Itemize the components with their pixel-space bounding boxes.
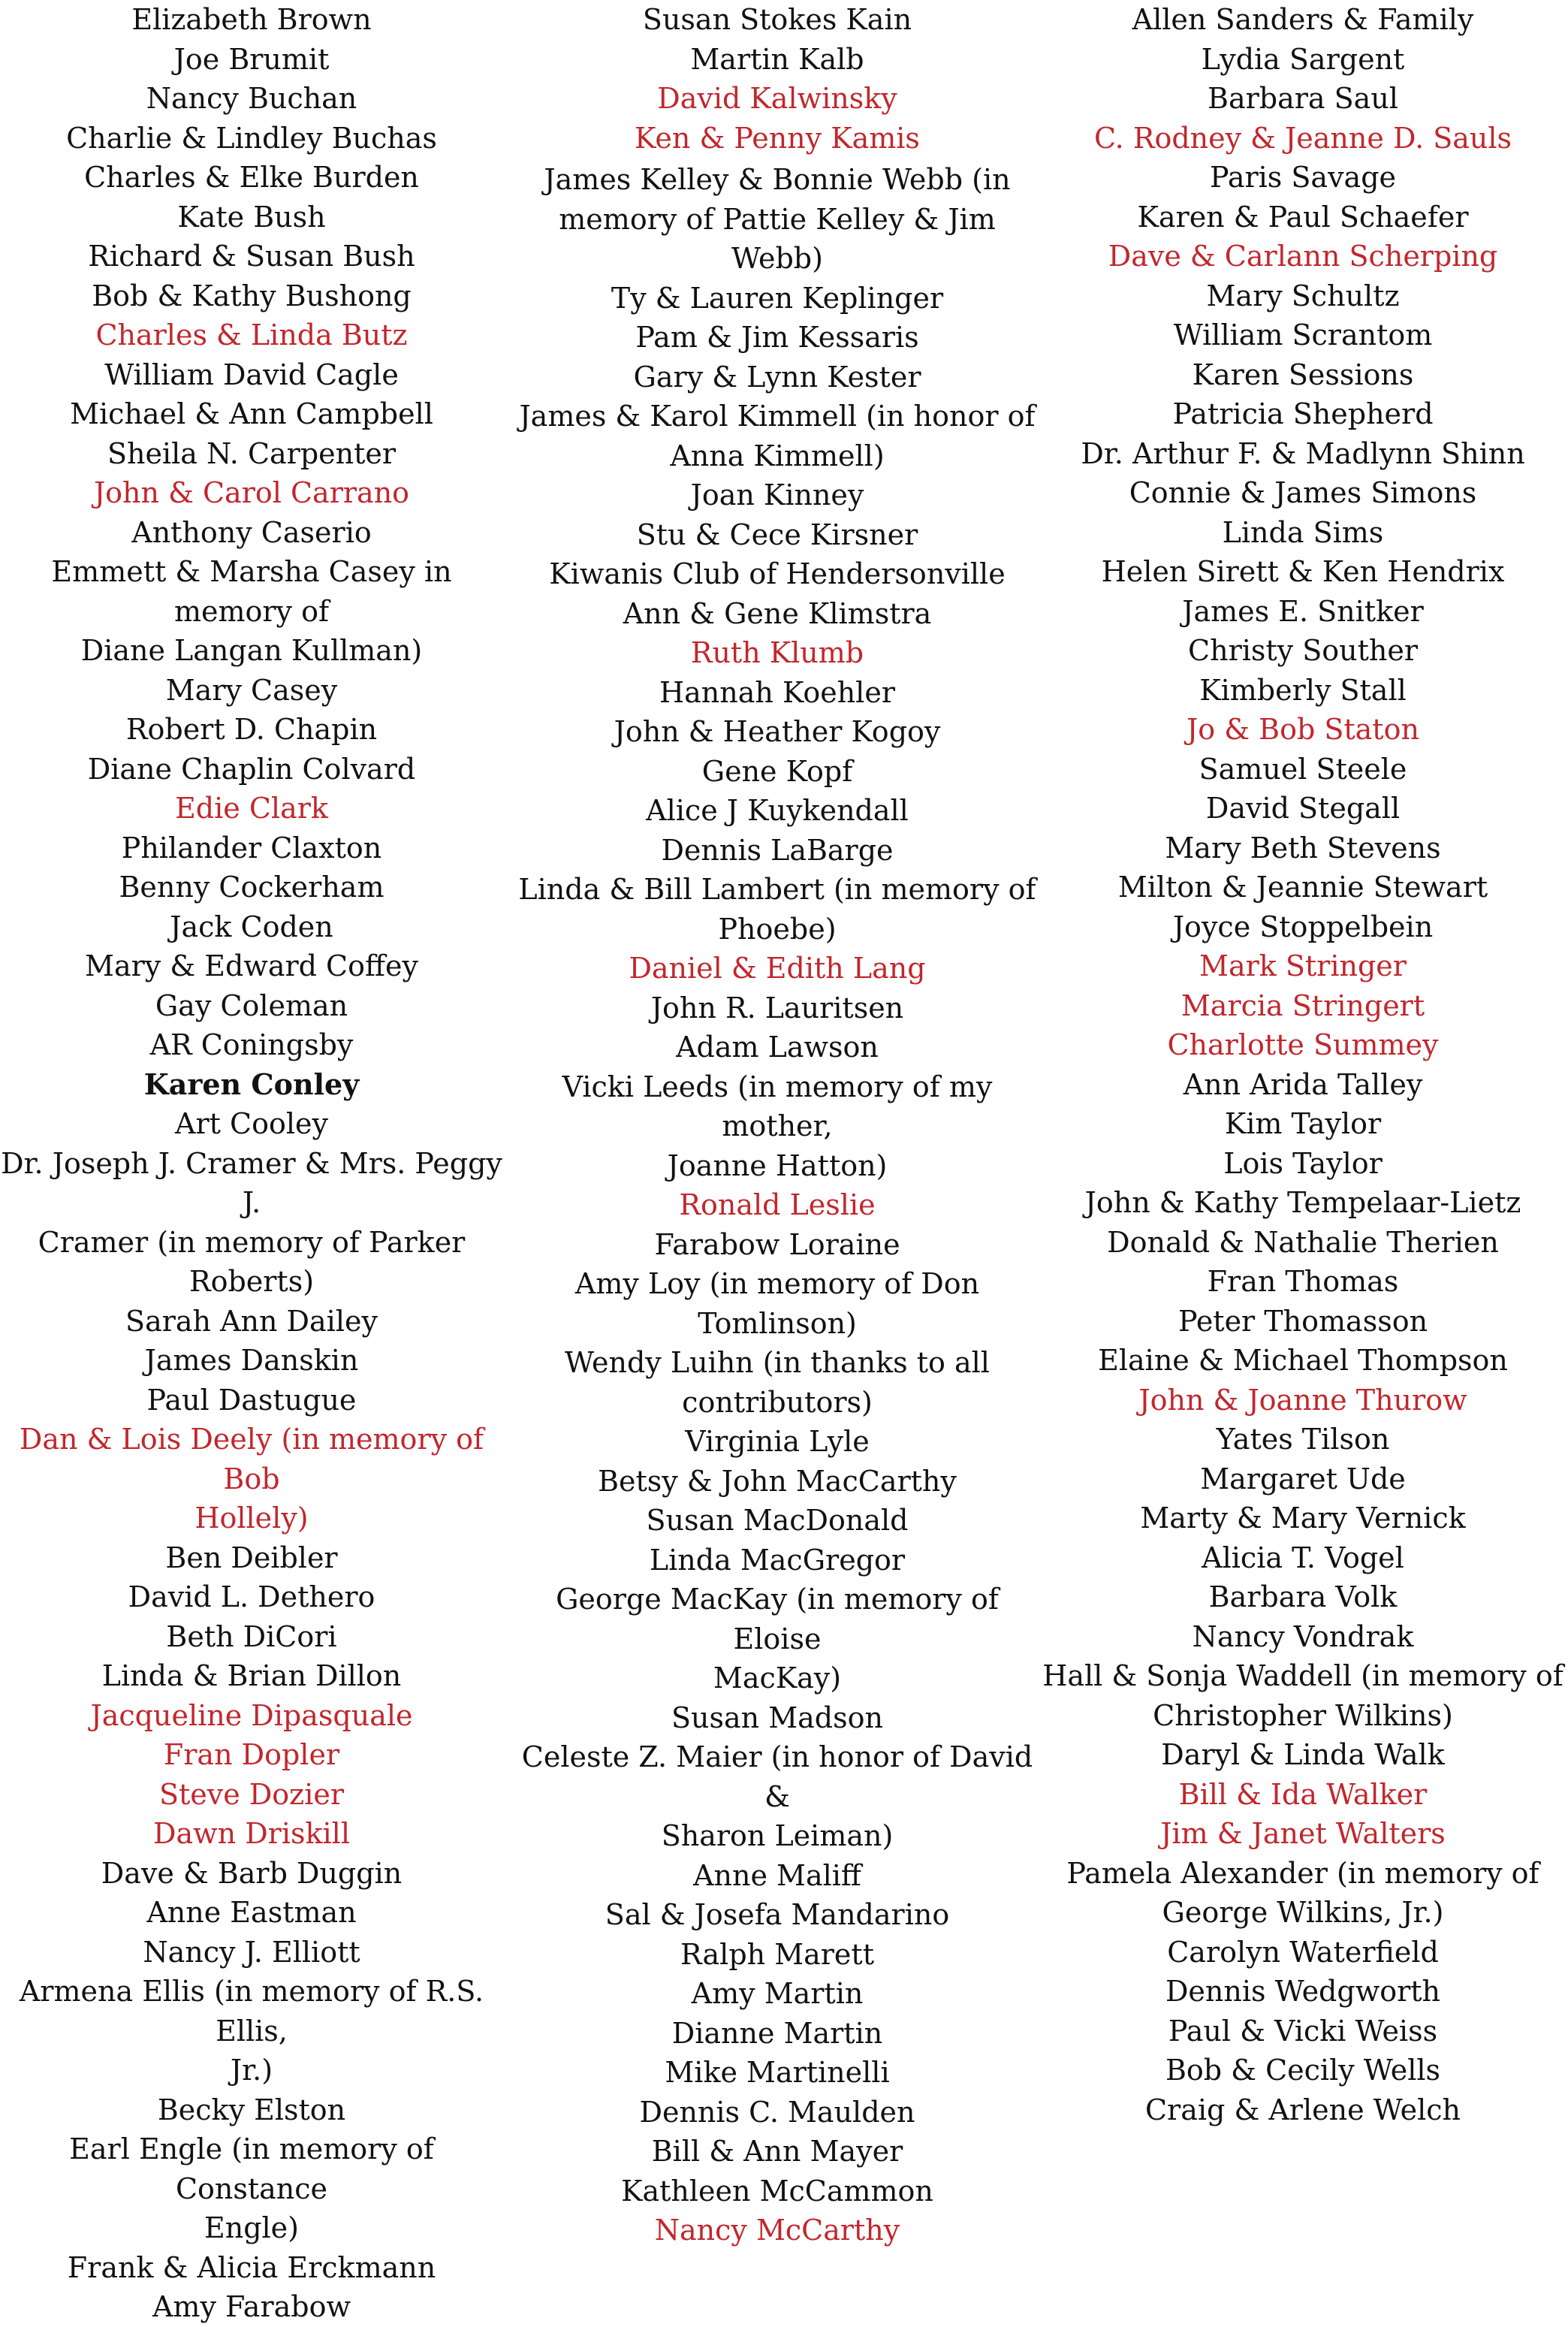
donor-entry: Lois Taylor — [1223, 1146, 1383, 1180]
donor-entry: Ronald Leslie — [679, 1188, 876, 1221]
donor-entry: Dr. Arthur F. & Madlynn Shinn — [1081, 436, 1525, 470]
donor-entry: Nancy Vondrak — [1192, 1619, 1414, 1653]
donor-entry: Karen Sessions — [1192, 358, 1414, 391]
donor-entry: Mark Stringer — [1199, 949, 1407, 982]
donor-entry: Paul & Vicki Weiss — [1168, 2014, 1438, 2048]
donor-entry: Donald & Nathalie Therien — [1107, 1225, 1499, 1259]
donor-entry: Joyce Stoppelbein — [1172, 910, 1434, 943]
donor-entry: Anne Maliff — [693, 1858, 861, 1892]
donor-entry: Linda Sims — [1222, 515, 1384, 549]
donor-entry: John & Kathy Tempelaar-Lietz — [1084, 1186, 1521, 1219]
donor-entry: Joan Kinney — [690, 478, 864, 512]
donor-entry: Stu & Cece Kirsner — [636, 518, 918, 551]
donor-entry: John R. Lauritsen — [650, 991, 904, 1025]
donor-entry: Christy Souther — [1188, 634, 1418, 667]
donor-entry: Diane Chaplin Colvard — [87, 752, 416, 786]
donor-entry: Ruth Klumb — [690, 636, 864, 669]
donor-entry: James Danskin — [144, 1344, 359, 1377]
donor-entry: Linda MacGregor — [649, 1543, 906, 1577]
donor-entry: David Kalwinsky — [657, 82, 897, 115]
donor-entry: David L. Dethero — [128, 1580, 375, 1613]
donor-entry: Jacqueline Dipasquale — [90, 1698, 413, 1732]
donor-entry: Milton & Jeannie Stewart — [1117, 871, 1488, 904]
donor-entry: Mike Martinelli — [665, 2056, 890, 2089]
donor-entry: Philander Claxton — [121, 831, 382, 865]
donor-entry: Dennis Wedgworth — [1165, 1975, 1441, 2008]
donor-entry: Betsy & John MacCarthy — [598, 1464, 957, 1498]
donor-entry: Kathleen McCammon — [621, 2174, 933, 2208]
donor-entry: Daryl & Linda Walk — [1161, 1738, 1445, 1771]
donor-entry: Elaine & Michael Thompson — [1098, 1344, 1508, 1377]
donor-entry: Patricia Shepherd — [1172, 397, 1434, 430]
donor-entry: Mary Schultz — [1206, 279, 1400, 312]
donor-entry: James & Karol Kimmell (in honor of Anna Kimmell) — [519, 400, 1036, 472]
donor-entry: Daniel & Edith Lang — [629, 952, 926, 985]
donor-entry: Earl Engle (in memory of Constance Engle) — [69, 2132, 434, 2244]
donor-entry: Jim & Janet Walters — [1160, 1817, 1446, 1850]
donor-entry: Ralph Marett — [680, 1937, 874, 1971]
donor-entry: Pamela Alexander (in memory of George Wilkins, Jr.) — [1066, 1856, 1539, 1929]
donor-entry: Ann & Gene Klimstra — [623, 596, 932, 630]
donor-entry: Kate Bush — [177, 200, 326, 234]
donor-entry: William Scrantom — [1173, 318, 1433, 352]
donor-entry: Jo & Bob Staton — [1187, 713, 1419, 746]
donor-entry: Charles & Elke Burden — [84, 161, 419, 194]
donor-entry: Robert D. Chapin — [125, 713, 378, 746]
donor-entry: Yates Tilson — [1216, 1423, 1390, 1456]
donor-entry: Martin Kalb — [690, 42, 864, 76]
donor-entry: Kim Taylor — [1224, 1107, 1382, 1140]
donor-entry: Sheila N. Carpenter — [107, 436, 397, 470]
donor-entry: C. Rodney & Jeanne D. Sauls — [1093, 121, 1512, 155]
donor-entry: Steve Dozier — [159, 1777, 344, 1811]
donor-entry: Bill & Ida Walker — [1178, 1777, 1428, 1811]
donor-entry: Gay Coleman — [155, 988, 348, 1022]
donor-entry: Hall & Sonja Waddell (in memory of Christopher Wilkins) — [1042, 1659, 1563, 1732]
donor-entry: James Kelley & Bonnie Webb (in memory of Pattie Kelley & Jim Webb) — [544, 163, 1011, 275]
donor-entry: Kimberly Stall — [1199, 673, 1407, 707]
donor-entry: Ann Arida Talley — [1183, 1067, 1423, 1101]
donor-entry: Anne Eastman — [146, 1896, 357, 1929]
donor-entry: Charles & Linda Butz — [95, 318, 408, 352]
donor-entry: Gene Kopf — [701, 754, 853, 788]
donor-entry: Dave & Carlann Scherping — [1108, 240, 1498, 273]
donor-entry: Dave & Barb Duggin — [101, 1856, 403, 1890]
donor-entry: Kiwanis Club of Hendersonville — [549, 557, 1006, 590]
donor-entry: Dawn Driskill — [153, 1817, 350, 1850]
donor-entry: Frank & Alicia Erckmann — [67, 2250, 436, 2284]
donor-entry: Edie Clark — [175, 792, 328, 825]
donor-entry: Alice J Kuykendall — [646, 794, 909, 827]
donor-entry: Mary & Edward Coffey — [85, 949, 418, 982]
donor-entry: David Stegall — [1205, 792, 1401, 825]
donor-entry: Nancy McCarthy — [654, 2214, 900, 2247]
donor-entry: Linda & Brian Dillon — [101, 1659, 402, 1692]
donor-entry: Marcia Stringert — [1181, 988, 1425, 1022]
donor-entry: Alicia T. Vogel — [1202, 1541, 1404, 1574]
donor-entry: Emmett & Marsha Casey in memory of Diane Langan Kullman) — [51, 555, 452, 667]
donor-entry: Becky Elston — [157, 2093, 346, 2126]
donor-column-1 — [0, 0, 503, 2327]
donor-entry: Hannah Koehler — [659, 675, 895, 709]
donor-entry: Jack Coden — [170, 910, 333, 943]
donor-entry: James E. Snitker — [1182, 594, 1424, 628]
donor-entry: Amy Farabow — [152, 2290, 351, 2323]
donor-entry: Craig & Arlene Welch — [1144, 2093, 1461, 2126]
donor-entry: Sal & Josefa Mandarino — [605, 1898, 950, 1931]
donor-entry: Dianne Martin — [671, 2016, 883, 2050]
donor-entry: Barbara Saul — [1208, 82, 1398, 115]
donor-entry: George MacKay (in memory of Eloise MacKay) — [556, 1583, 999, 1695]
donor-entry: Celeste Z. Maier (in honor of David & Sharon Leiman) — [521, 1740, 1033, 1852]
donor-entry: John & Heather Kogoy — [614, 715, 941, 748]
donor-entry: Marty & Mary Vernick — [1140, 1502, 1466, 1535]
donor-entry: Margaret Ude — [1200, 1462, 1406, 1495]
donor-entry: Richard & Susan Bush — [88, 240, 415, 273]
donor-entry: Wendy Luihn (in thanks to all contributors) — [565, 1346, 990, 1419]
donor-entry: Karen & Paul Schaefer — [1137, 200, 1469, 234]
donor-entry: Mary Beth Stevens — [1165, 831, 1441, 865]
donor-entry: Dr. Joseph J. Cramer & Mrs. Peggy J. Cramer (in memory of Parker Roberts) — [1, 1146, 502, 1298]
donor-entry: Linda & Bill Lambert (in memory of Phoebe) — [518, 873, 1036, 946]
donor-entry: Amy Martin — [691, 1977, 864, 2010]
donor-entry: Fran Thomas — [1207, 1265, 1399, 1298]
donor-entry: Michael & Ann Campbell — [70, 397, 433, 430]
donor-entry: Joe Brumit — [173, 42, 330, 76]
donor-entry: Virginia Lyle — [685, 1425, 870, 1458]
donor-entry: Farabow Loraine — [654, 1227, 900, 1261]
donor-entry: Amy Loy (in memory of Don Tomlinson) — [574, 1267, 980, 1340]
donor-entry: Dennis C. Maulden — [639, 2095, 915, 2129]
donor-entry: Allen Sanders & Family — [1132, 3, 1474, 36]
donor-entry: Samuel Steele — [1199, 752, 1407, 786]
donor-entry: William David Cagle — [104, 358, 399, 391]
donor-entry: AR Coningsby — [149, 1028, 354, 1061]
donor-entry: Nancy J. Elliott — [143, 1935, 360, 1969]
donor-entry: Vicki Leeds (in memory of my mother, Joanne Hatton) — [562, 1070, 993, 1182]
donor-entry: Nancy Buchan — [146, 82, 357, 115]
donor-entry: Elizabeth Brown — [131, 3, 372, 36]
donor-entry: Paris Savage — [1209, 161, 1397, 194]
donor-entry: Bob & Cecily Wells — [1165, 2054, 1441, 2087]
donor-entry: John & Carol Carrano — [93, 476, 410, 509]
donor-entry: Sarah Ann Dailey — [125, 1304, 378, 1338]
donor-entry: Dennis LaBarge — [661, 833, 894, 867]
donor-entry: Pam & Jim Kessaris — [635, 321, 919, 354]
donor-entry: Ken & Penny Kamis — [635, 121, 920, 155]
donor-entry: Bill & Ann Mayer — [651, 2135, 903, 2168]
donor-entry: Ty & Lauren Keplinger — [611, 281, 944, 315]
donor-entry: Beth DiCori — [166, 1619, 337, 1653]
donor-entry: Lydia Sargent — [1201, 42, 1405, 76]
donor-entry: Art Cooley — [175, 1107, 328, 1140]
donor-entry: John & Joanne Thurow — [1138, 1383, 1467, 1417]
donor-entry: Barbara Volk — [1208, 1580, 1398, 1613]
donor-entry: Mary Casey — [165, 673, 338, 707]
donor-column-2 — [514, 0, 1040, 2250]
donor-entry: Charlie & Lindley Buchas — [66, 121, 437, 155]
donor-entry: Susan Madson — [671, 1701, 883, 1734]
donor-entry: Carolyn Waterfield — [1167, 1935, 1439, 1969]
donor-entry: Armena Ellis (in memory of R.S. Ellis, Jr.) — [19, 1975, 484, 2087]
donor-entry: Gary & Lynn Kester — [633, 360, 921, 394]
donor-entry: Ben Deibler — [165, 1541, 338, 1574]
donor-entry: Anthony Caserio — [131, 515, 372, 549]
donor-entry: Susan Stokes Kain — [642, 3, 912, 36]
donor-entry: Bob & Kathy Bushong — [92, 279, 412, 312]
donor-entry: Charlotte Summey — [1167, 1028, 1439, 1061]
donor-entry: Paul Dastugue — [146, 1383, 357, 1417]
donor-entry: Connie & James Simons — [1129, 476, 1477, 509]
donor-entry: Susan MacDonald — [646, 1504, 909, 1537]
donor-entry: Fran Dopler — [163, 1738, 340, 1771]
donor-entry: Helen Sirett & Ken Hendrix — [1101, 555, 1505, 588]
donor-entry: Adam Lawson — [676, 1031, 879, 1064]
donor-entry: Benny Cockerham — [119, 871, 384, 904]
donor-entry: Karen Conley — [143, 1067, 360, 1101]
donor-column-3 — [1040, 0, 1566, 2129]
donor-entry: Dan & Lois Deely (in memory of Bob Hollely) — [19, 1423, 484, 1535]
donor-entry: Peter Thomasson — [1178, 1304, 1428, 1338]
